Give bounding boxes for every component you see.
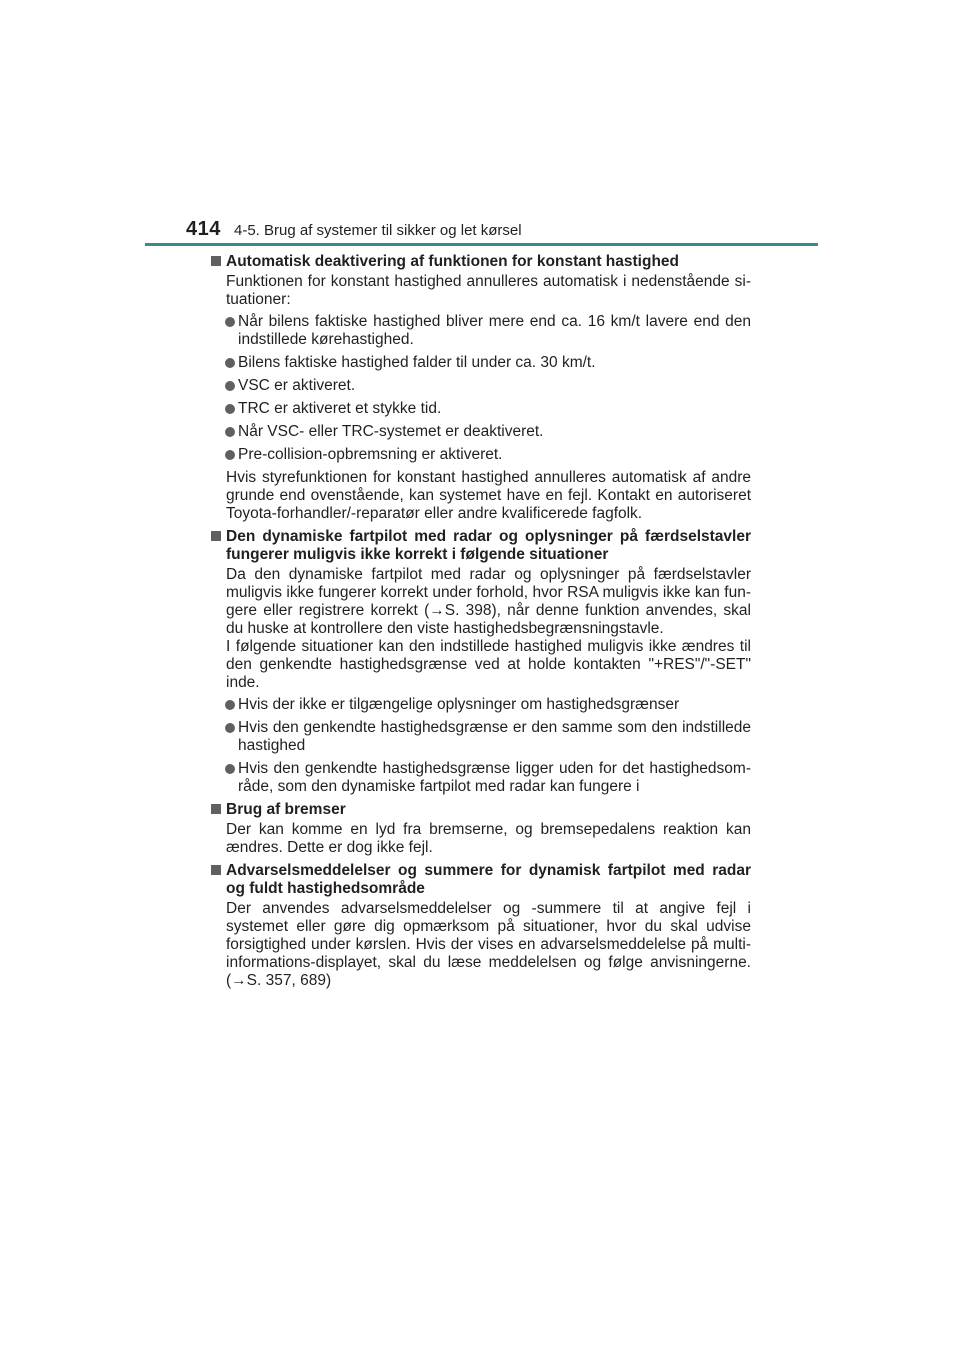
header-rule [145, 243, 818, 246]
section-auto-deactivation [211, 253, 751, 523]
square-bullet-icon [211, 256, 221, 266]
section-brakes [211, 801, 751, 857]
list-item: Når bilens faktiske hastighed bliver mere end ca. 16 km/t lavere end den indstillede kørehastighed. [211, 313, 751, 349]
bullet-list [211, 696, 751, 796]
section-intro: Da den dynamiske fartpilot med radar og oplysninger på færdselstavler muligvis ikke fungerer korrekt under forhold, hvor RSA muligvis ikke kan fun-gere eller registrere korrekt (→S. 398), når denne funktion anvendes, skal du huske at kontrollere den viste hastighedsbegrænsningstavle. [226, 566, 751, 637]
section-title: Brug af bremser [211, 801, 751, 819]
square-bullet-icon [211, 531, 221, 541]
list-item: TRC er aktiveret et stykke tid. [211, 400, 751, 418]
section-rsa-limitations [211, 528, 751, 796]
section-intro: Funktionen for konstant hastighed annulleres automatisk i nedenstående si-tuationer: [226, 273, 751, 308]
bullet-dot-icon [225, 427, 235, 437]
bullet-dot-icon [225, 450, 235, 460]
bullet-list [211, 313, 751, 464]
chapter-title: 4-5. Brug af systemer til sikker og let kørsel [234, 222, 522, 239]
page-header [0, 0, 960, 250]
section-intro-2: I følgende situationer kan den indstillede hastighed muligvis ikke ændres til den genkendte hastighedsgrænse ved at holde kontakten "+RES"/"-SET" inde. [226, 638, 751, 691]
bullet-dot-icon [225, 764, 235, 774]
section-intro: Der kan komme en lyd fra bremserne, og bremsepedalens reaktion kan ændres. Dette er dog ikke fejl. [226, 821, 751, 856]
bullet-dot-icon [225, 404, 235, 414]
bullet-dot-icon [225, 723, 235, 733]
section-intro: Der anvendes advarselsmeddelelser og -summere til at angive fejl i systemet eller gøre dig opmærksom på situationer, hvor du skal udvise forsigtighed under kørslen. Hvis der vises en advarselsmeddelelse på multi-informations-displayet, skal du læse meddelelsen og følge anvisningerne. (→S. 357, 689) [226, 900, 751, 989]
bullet-dot-icon [225, 317, 235, 327]
section-title: Advarselsmeddelelser og summere for dynamisk fartpilot med radar og fuldt hastighedsområde [211, 862, 751, 898]
list-item: Bilens faktiske hastighed falder til under ca. 30 km/t. [211, 354, 751, 372]
square-bullet-icon [211, 804, 221, 814]
list-item: Pre-collision-opbremsning er aktiveret. [211, 446, 751, 464]
list-item: Hvis der ikke er tilgængelige oplysninger om hastighedsgrænser [211, 696, 751, 714]
bullet-dot-icon [225, 700, 235, 710]
page-content [211, 253, 751, 995]
bullet-dot-icon [225, 381, 235, 391]
section-warnings [211, 862, 751, 990]
section-title: Den dynamiske fartpilot med radar og oplysninger på færdselstavler fungerer muligvis ikke korrekt i følgende situationer [211, 528, 751, 564]
list-item: VSC er aktiveret. [211, 377, 751, 395]
square-bullet-icon [211, 865, 221, 875]
section-title: Automatisk deaktivering af funktionen for konstant hastighed [211, 253, 751, 271]
page-number: 414 [186, 218, 221, 240]
bullet-dot-icon [225, 358, 235, 368]
section-outro: Hvis styrefunktionen for konstant hastighed annulleres automatisk af andre grunde end ovenstående, kan systemet have en fejl. Kontakt en autoriseret Toyota-forhandler/-reparatør eller andre kvalificerede fagfolk. [226, 469, 751, 522]
list-item: Når VSC- eller TRC-systemet er deaktiveret. [211, 423, 751, 441]
list-item: Hvis den genkendte hastighedsgrænse er den samme som den indstillede hastighed [211, 719, 751, 755]
list-item: Hvis den genkendte hastighedsgrænse ligger uden for det hastighedsom-råde, som den dynamiske fartpilot med radar kan fungere i [211, 760, 751, 796]
